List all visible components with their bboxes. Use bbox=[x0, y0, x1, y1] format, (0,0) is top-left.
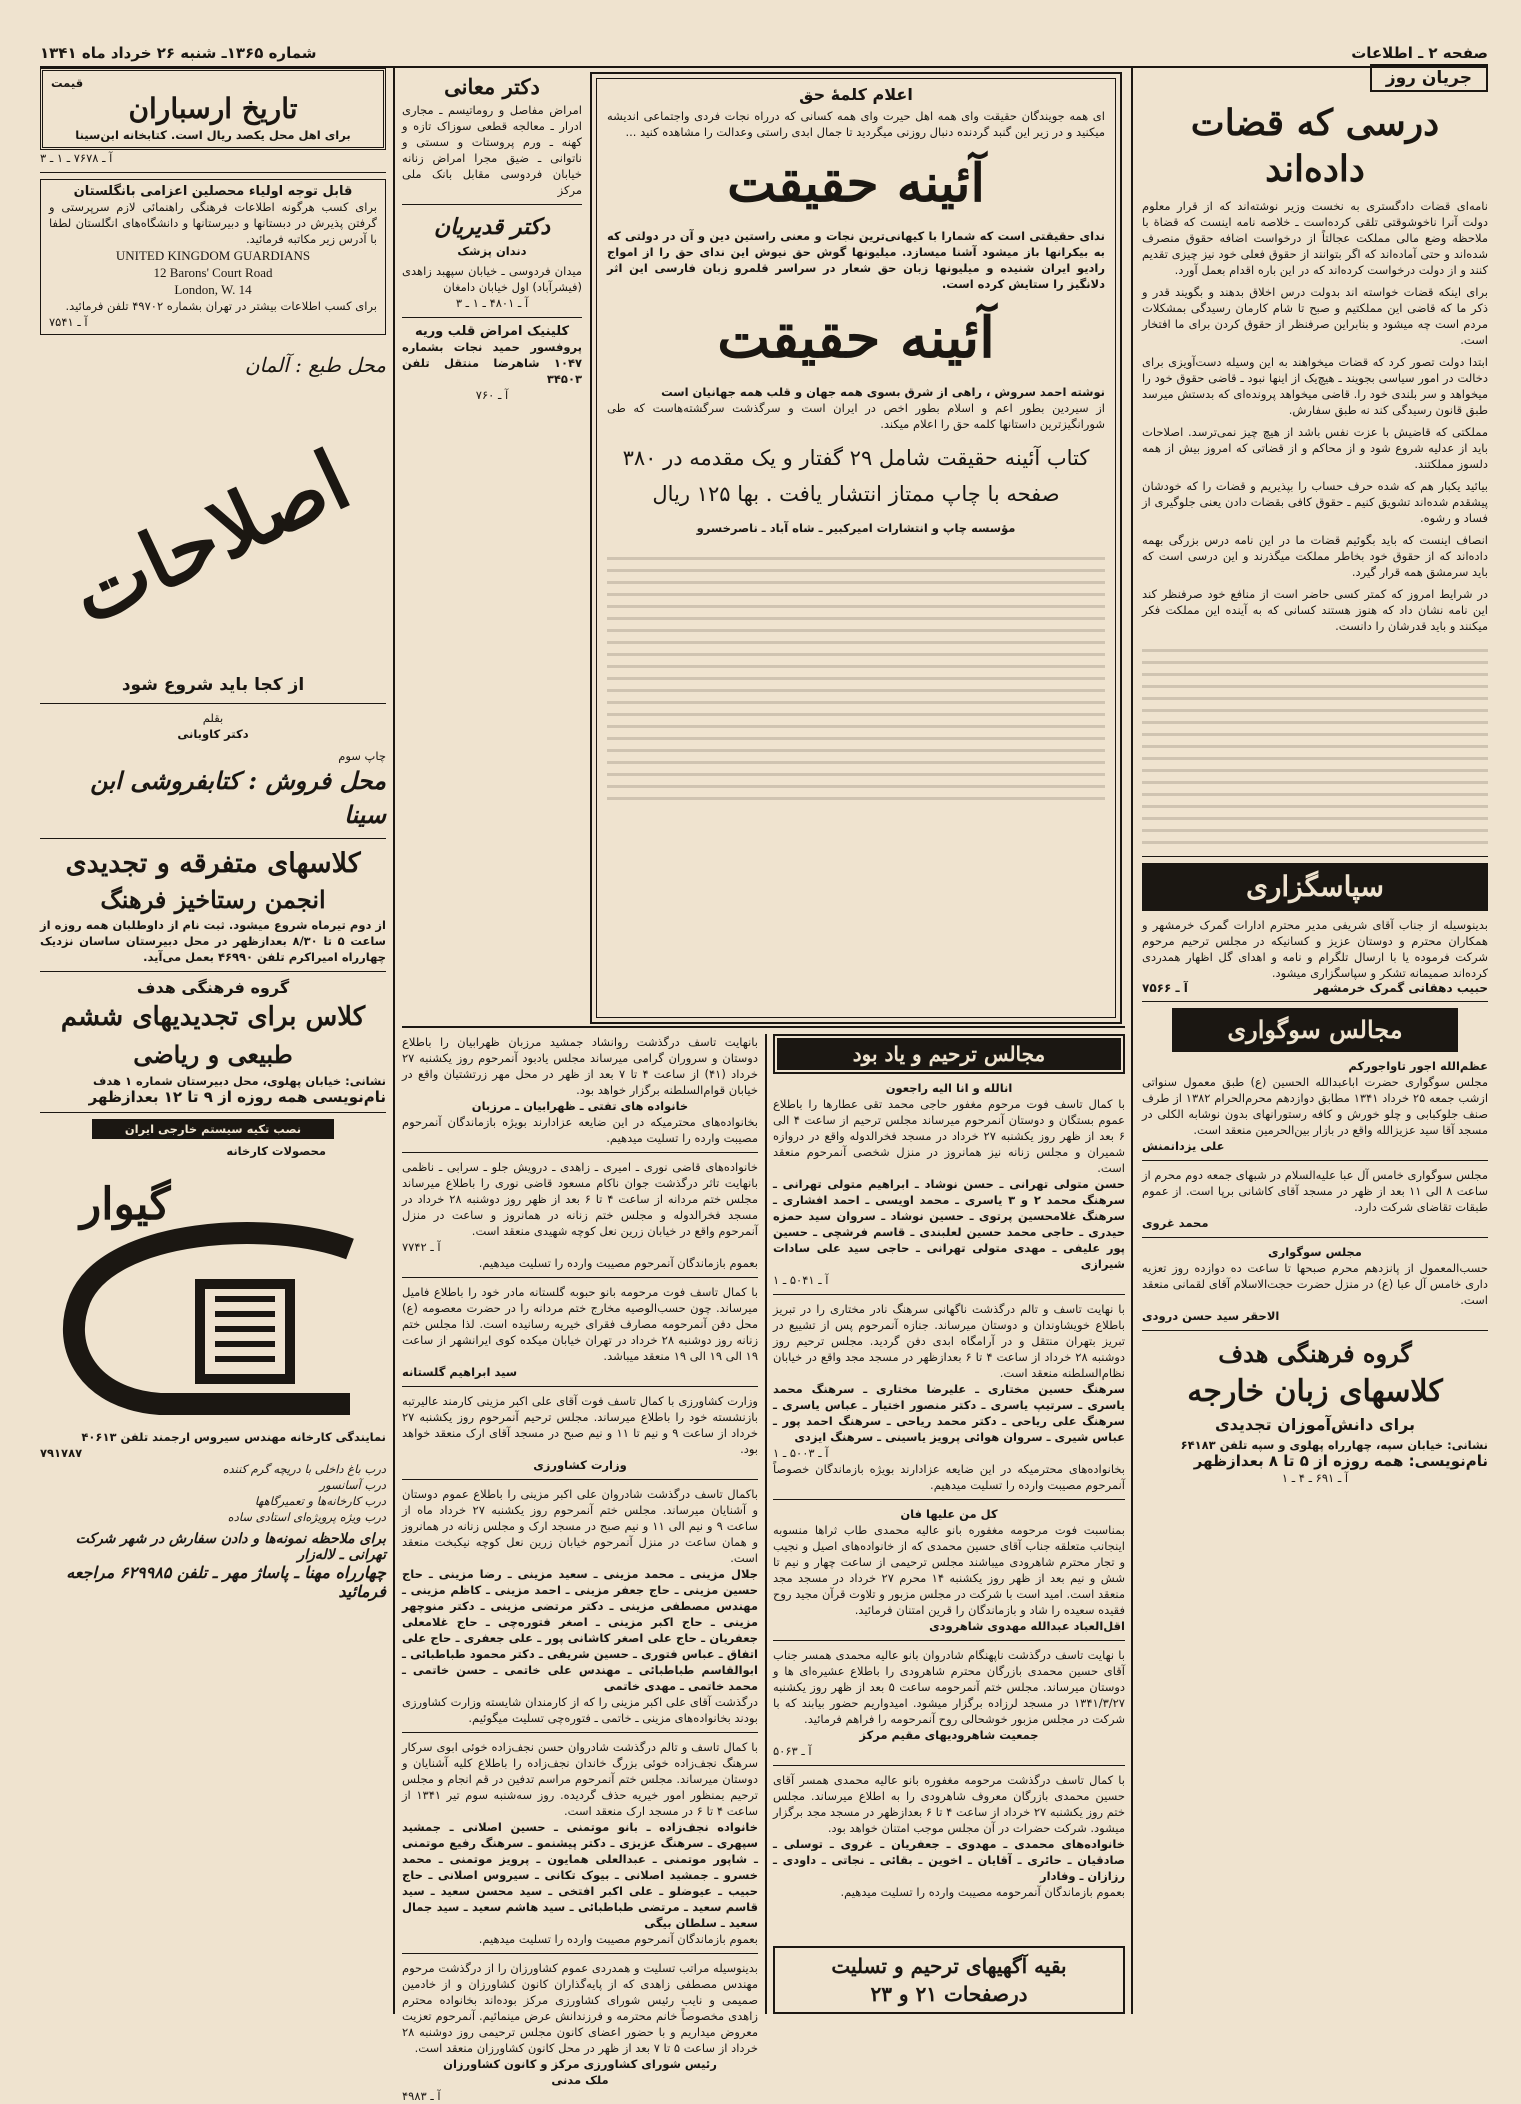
header-page-label: صفحه ۲ ـ اطلاعات bbox=[1351, 44, 1488, 62]
price-label: قیمت bbox=[51, 76, 84, 90]
editorial-paragraph: ابتدا دولت تصور کرد که قضات میخواهند به این وسیله دست‌آویزی برای دخالت در امور سیاسی بجویند ـ هیچ‌یک از اینها نبود ـ قاضی حقوق خود را میخواهد و سر بلندی خود را. قاضی میخواهد پرونده‌ای که بدستش میرسد طبق قانون رسیدگی کند نه طبق سفارش. bbox=[1142, 355, 1488, 417]
memorial-text: بمناسبت فوت مرحومه مغفوره بانو عالیه محمدی طاب ثراها منسوبه اینجانب متعلقه جناب آقای حسین محمدی که از خانواده‌های اصیل و نجیب و تجار محترم شاهرودی میباشند مجلس ترحیمی از ساعت چهار و نیم تا شش و نیم بعد از ظهر روز یکشنبه ۱۴ محرم ۲۷ خرداد در مسجد مجد منعقد است. امید است با شرکت در مجلس مزبور و تلاوت قرآن مجید روح فقیده سعیده را شاد و بازماندگان را قرین امتنان فرمائید. bbox=[773, 1523, 1125, 1617]
memorial-signature: جمعیت شاهرودیهای مقیم مرکز bbox=[859, 1728, 1039, 1742]
islahat-book-ad bbox=[40, 343, 386, 704]
clinic-details: پروفسور حمید نجات بشماره ۱۰۴۷ شاهرضا منتقل تلفن ۳۴۵۰۳ bbox=[402, 340, 582, 386]
doctor-details: امراض مفاصل و روماتیسم ـ مجاری ادرار ـ معالجه قطعی سوزاک تازه و کهنه ـ ورم پروستات و سستی و ناتوانی ـ ضیق مجرا امراض زنانه خیابان فردوسی مقابل بانک ملی مرکز bbox=[402, 103, 582, 197]
islahat-seller: محل فروش : کتابفروشی ابن سینا bbox=[90, 766, 386, 829]
book-title-secondary: آئینه حقیقت bbox=[717, 305, 995, 371]
header-issue-label: شماره ۱۳۶۵ـ شنبه ۲۶ خرداد ماه ۱۳۴۱ bbox=[40, 44, 317, 62]
mourning-signature: محمد غروی bbox=[1142, 1216, 1209, 1230]
more-ads-box bbox=[773, 1946, 1125, 2014]
gevar-brand: گیوار bbox=[80, 1179, 171, 1230]
islahat-by: بقلم bbox=[202, 711, 224, 725]
gevar-heater-icon bbox=[50, 1229, 370, 1419]
thanks-text: بدینوسیله از جناب آقای شریفی مدیر محترم ادارات گمرک خرمشهر و همکاران محترم و دوستان عزیز و کسانیکه در مجلس ترحیم مرحوم شرکت فرموده یا با ارسال تلگرام و نامه و اهدای گل اظهار همدردی کرده‌اند صمیمانه تشکر و سپاسگزاری میشود. bbox=[1142, 918, 1488, 980]
book-title-primary: آئینه حقیقت bbox=[727, 153, 985, 214]
memorials-title: مجالس ترحیم و یاد بود bbox=[777, 1038, 1121, 1070]
gevar-agent-phone: ۷۹۱۷۸۷ bbox=[40, 1446, 83, 1460]
thanks-title: سپاسگزاری bbox=[1142, 863, 1488, 911]
islahat-subtitle: از کجا باید شروع شود bbox=[121, 675, 305, 695]
doctor-details: میدان فردوسی ـ خیابان سپهبد زاهدی (فیشرآباد) اول خیابان دامغان bbox=[402, 264, 582, 294]
obituary-names: خانواده نجف‌زاده ـ بانو موتمنی ـ حسین اصلانی ـ جمشید سپهری ـ سرهنگ عزیزی ـ دکتر پیشنمو ـ سرهنگ رفیع موتمنی ـ شاپور موتمنی ـ عبدالعلی همایون ـ پرویز موتمنی ـ محمد خسرو ـ جمشید اصلانی ـ بیوک تکانی ـ سیروس اصلانی ـ حاج حبیب ـ عیوضلو ـ علی اکبر افتخی ـ سید محسن سعید ـ سید قاسم سعید ـ مرتضی طباطبائی ـ سید هاشم سعید ـ سید جمال سعید ـ سلطان بیگی bbox=[402, 1820, 758, 1930]
school-address: نشانی: خیابان سپه، چهارراه پهلوی و سپه تلفن ۶۴۱۸۳ bbox=[1180, 1438, 1488, 1452]
obituary-signature: وزارت کشاورزی bbox=[533, 1458, 627, 1472]
memorial-text: با نهایت تاسف درگذشت ناپهنگام شادروان بانو عالیه محمدی همسر جناب آقای حسین محمدی بازرگان محترم شاهرودی را باطلاع عشیره‌ای ها و دوستان میرساند. مجلس ختم آنمرحومه ساعت ۵ بعد از ظهر روز یکشنبه ۱۳۴۱/۳/۲۷ در مسجد لرزاده برگزار میشود. امیدواریم حضور بیابند که با شرکت در مجلس مزبور خوشحالی روح آنمرحومه را فراهم فرمائید. bbox=[773, 1648, 1126, 1726]
mourning-signature: علی یزدانمنش bbox=[1142, 1139, 1225, 1153]
uk-ad-address-2: London, W. 14 bbox=[174, 282, 252, 297]
obituary-condolence: بعموم بازماندگان آنمرحوم مصیبت وارده را تسلیت میدهیم. bbox=[478, 1256, 758, 1270]
doctor-code: آ ـ ۴۸۰۱ ـ ۱ ـ ۳ bbox=[455, 296, 529, 310]
book-ad-heading: اعلام کلمهٔ حق bbox=[799, 85, 913, 104]
mourning-heading: عظم‌الله اجور تاواجورکم bbox=[1348, 1059, 1488, 1073]
book-ad bbox=[590, 72, 1122, 1024]
memorial-text: با کمال تاسف درگذشت مرحومه مغفوره بانو عالیه محمدی همسر آقای حسین محمدی بازرگان معروف شاهرودی را به اطلاع میرساند. مجلس ختم روز یکشنبه ۲۷ خرداد از ساعت ۴ تا ۶ بعدازظهر در مسجد مجد برگزار میشود. شرکت حضرات در آن مجلس موجب امتنان خواهد بود. bbox=[773, 1773, 1125, 1835]
thanks-signature: حبیب دهقانی گمرک خرمشهر bbox=[1314, 981, 1488, 995]
obituary-condolence: درگذشت آقای علی اکبر مزینی را که از کارمندان شایسته وزارت کشاورزی بودند بخانواده‌های مزینی ـ خاتمی ـ فتوره‌چی تسلیت میگوئیم. bbox=[402, 1695, 758, 1725]
uk-ad-address-1: 12 Barons' Court Road bbox=[153, 265, 273, 280]
doctor-name: دکتر قدیریان bbox=[433, 214, 550, 240]
obituary-text: بانهایت تاسف درگذشت روانشاد جمشید مرزبان ظهرابیان را باطلاع دوستان و سروران گرامی میرساند مجلس یادبود آنمرحوم روز یکشنبه ۲۷ خرداد (۴۱) از ساعت ۴ تا ۷ بعد از ظهر در محل مهر زرتشتیان واقع در خیابان قوام‌السلطنه برگزار خواهد بود. bbox=[402, 1035, 758, 1097]
obituary-condolence: بعموم بازماندگان آنمرحوم مصیبت وارده را تسلیت میدهیم. bbox=[478, 1932, 758, 1946]
obituary-text: با کمال تاسف و تالم درگذشت شادروان حسن نجف‌زاده خوئی ابوی سرکار سرهنگ نجف‌زاده خوئی بزرگ خاندان نجف‌زاده را باطلاع کلیه آشنایان و دوستان میرساند. مجلس ختم آنمرحوم مراسم تدفین در قم انجام و مجلس ترحیم بمنظور امور خیریه حذف گردیده. روز سه‌شنبه سوم تیر ۱۳۴۱ از ساعت ۴ تا ۶ در مسجد ارک منعقد است. bbox=[402, 1740, 758, 1818]
editorial-paragraph: مملکتی که قاضیش با عزت نفس باشد از هیچ چیز نمی‌ترسد. اصلاحات باید از عدلیه شروع شود و از محاکم و از قضاتی که امروز بیش از همه دلسوز مملکتند. bbox=[1142, 425, 1488, 471]
school-group-title: گروه فرهنگی هدف bbox=[1218, 1339, 1412, 1368]
section-tag: جریان روز bbox=[1370, 64, 1488, 92]
obituary-text: وزارت کشاورزی با کمال تاسف فوت آقای علی اکبر مزینی کارمند عالیرتبه بازنشسته خود را باطلاع میرساند. مجلس ترحیم آنمرحوم روز یکشنبه ۲۷ خرداد از ساعت ۹ و نیم تا ۱۱ و نیم صبح در مسجد آقای ارک منعقد خواهد بود. bbox=[402, 1394, 758, 1456]
gevar-line: درب ویژه پرویژه‌ای استادی ساده bbox=[227, 1510, 386, 1524]
class-sixth-title: کلاس برای تجدیدیهای ششم bbox=[60, 1002, 366, 1032]
book-price: کتاب آئینه حقیقت شامل ۲۹ گفتار و یک مقدمه در ۳۸۰ صفحه با چاپ ممتاز انتشار یافت . بها ۱۲۵ ریال bbox=[622, 446, 1090, 506]
society-name: انجمن رستاخیز فرهنگ bbox=[100, 885, 326, 914]
gevar-line: برای ملاحظه نمونه‌ها و دادن سفارش در شهر شرکت تهرانی ـ لاله‌زار bbox=[75, 1531, 386, 1563]
uk-ad-text: برای کسب هرگونه اطلاعات فرهنگی راهنمائی لازم سرپرستی و گرفتن پذیرش در دبستانها و دبیرستانها و دانشگاه‌های انگلستان لطفا با آدرس زیر مکاتبه فرمائید. bbox=[49, 200, 377, 246]
obituary-condolence: بخانواده‌های محترمیکه در این ضایعه عزادارند بویژه بازماندگان آنمرحوم مصیبت وارده را تسلیت میدهیم. bbox=[402, 1115, 758, 1145]
memorial-condolence: بخانواده‌های محترمیکه در این ضایعه عزادارند بویژه بازماندگان خصوصاً آنمرحوم مصیبت وارده را تسلیت میدهیم. bbox=[773, 1462, 1125, 1492]
misc-classes-text: از دوم تیرماه شروع میشود. ثبت نام از داوطلبان همه روزه از ساعت ۵ تا ۸/۳۰ بعدازظهر در محل دبیرستان ساسان نزدیک چهارراه امیراکرم تلفن ۴۶۹۹۰ بعمل می‌آید. bbox=[40, 918, 386, 964]
obituary-text: خانواده‌های قاضی نوری ـ امیری ـ زاهدی ـ درویش جلو ـ سرابی ـ ناظمی بانهایت تاثر درگذشت جوان ناکام مسعود قاضی نوری را باطلاع میرساند مجلس ختم مردانه از ساعت ۴ تا ۶ بعد از ظهر روز دوشنبه ۲۸ خرداد در مسجد فخرالدوله و مجلس ختم زنانه در همانروز و ساعت در منزل آنمرحوم واقع در خیابان زرین نعل کوچه شهیدی منعقد است. bbox=[402, 1160, 759, 1238]
memorial-names: حسن متولی تهرانی ـ حسن نوشاد ـ ابراهیم متولی تهرانی ـ سرهنگ محمد ۲ و ۳ یاسری ـ محمد اویسی ـ احمد افشاری ـ سرهنگ غلامحسین پرتوی ـ حسین نوشاد ـ سروان سید حمزه حیدری ـ حاجی محمد حسین لعلبندی ـ قاسم فرشچی ـ حسین پور علیفی ـ مهدی متولی تهرانی ـ حاجی سید علی سادات شیرازی bbox=[773, 1177, 1125, 1271]
obituary-text: بدینوسیله مراتب تسلیت و همدردی عموم کشاورزان را از درگذشت مرحوم مهندس مصطفی زاهدی که از پایه‌گذاران کانون کشاورزان و از خادمین صمیمی و نایب رئیس شورای کشاورزی مرکز بوده‌اند بخانواده محترم زاهدی مخصوصاً خانم محترمه و فرزندانش عرض مینمائیم. آنمرحوم تعزیت معروض میداریم و با حضور اعضای کانون مجلس ترحیمی روز دوشنبه ۲۸ خرداد از ساعت ۵ تا ۷ بعد از ظهر در محل کانون کشاورزان منعقد است. bbox=[402, 1961, 758, 2055]
memorial-code: آ ـ ۵۰۴۱ ـ ۱ bbox=[773, 1273, 829, 1287]
gevar-agent: نمایندگی کارخانه مهندس سیروس ارجمند تلفن ۴۰۶۱۳ bbox=[81, 1430, 386, 1444]
obituaries-column bbox=[402, 1034, 759, 2103]
school-code: آ ـ ۶۹۱ ـ ۴ ـ ۱ bbox=[1281, 1471, 1349, 1485]
gevar-line: چهارراه مهنا ـ پاساژ مهر ـ تلفن ۶۲۹۹۸۵ مراجعه فرمائید bbox=[66, 1563, 386, 1601]
memorial-condolence: بعموم بازماندگان آنمرحومه مصیبت وارده را تسلیت میدهیم. bbox=[840, 1885, 1125, 1899]
islahat-author: دکتر کاوبانی bbox=[177, 727, 249, 741]
islahat-edition: چاپ سوم bbox=[338, 749, 386, 763]
column-rule bbox=[393, 68, 395, 2014]
clinic-code: آ ـ ۷۶۰ bbox=[475, 388, 509, 402]
memorial-names: سرهنگ حسین مختاری ـ علیرضا مختاری ـ سرهنگ محمد یاسری ـ سرتیپ یاسری ـ دکتر منصور اختیار ـ عباس یاسری ـ سرهنگ علی ریاحی ـ دکتر محمد ریاحی ـ سرهنگ احمد پور ـ عباس شیری ـ سروان هوائی پرویز یاسینی ـ سرهنگ ایزدی bbox=[773, 1382, 1125, 1444]
editorial-paragraph: انصاف اینست که باید بگوئیم قضات ما در این نامه درس بزرگی بهمه داده‌اند که از حقوق خود بخاطر مملکت میگذرند و این درسی است که باید سرمشق همه قرار گیرد. bbox=[1142, 533, 1488, 579]
group-name: گروه فرهنگی هدف bbox=[136, 978, 290, 997]
memorial-text: با کمال تاسف فوت مرحوم مغفور حاجی محمد تقی عطارها را باطلاع عموم بستگان و دوستان آنمرحوم میرساند مجلس ترحیم از ساعت ۴ الی ۶ بعد از ظهر روز یکشنبه ۲۷ خرداد در مسجد فخرالدوله واقع در دروازه شمیران و مجلس زنانه نیز همانروز در منزل شخصی آنمرحوم منعقد است. bbox=[773, 1097, 1125, 1175]
memorial-code: آ ـ ۵۰۰۳ ـ ۱ bbox=[773, 1446, 829, 1460]
book-ad-body-2: از سیردین بطور اعم و اسلام بطور اخص در ایران است و سرگذشت سرگشته‌هاست که طی شورانگیزترین داستانها کلمه حق را اعلام میکند. bbox=[607, 401, 1105, 431]
uk-guardians-ad bbox=[40, 179, 386, 335]
print-place: محل طبع : آلمان bbox=[244, 353, 386, 377]
uk-ad-company: UNITED KINGDOM GUARDIANS bbox=[115, 248, 311, 263]
islahat-title: اصلاحات bbox=[56, 432, 364, 644]
obituary-text: باکمال تاسف درگذشت شادروان علی اکبر مزینی را باطلاع عموم دوستان و آشنایان میرساند. مجلس ختم آنمرحوم روز یکشنبه ۲۷ خرداد ماه از ساعت ۹ و نیم الی ۱۱ و نیم صبح در مسجد ارک و مجلس زنانه در همانروز و همان ساعت در منزل آنمرحوم خیابان زرین نعل کوچه نیکبخت منعقد است. bbox=[402, 1487, 759, 1565]
doctors-column bbox=[402, 72, 582, 1002]
gevar-line: درب کارخانه‌ها و تعمیرگاهها bbox=[254, 1494, 386, 1508]
uk-ad-heading: قابل توجه اولیاء محصلین اعزامی بانگلستان bbox=[73, 184, 353, 199]
doctor-name: دکتر معانی bbox=[444, 74, 540, 99]
book-history-ad bbox=[40, 68, 386, 150]
class-sixth-address: نشانی: خیابان پهلوی، محل دبیرستان شماره ۱ هدف bbox=[92, 1074, 386, 1088]
gevar-heater-ad bbox=[40, 1119, 386, 1679]
book-publisher: مؤسسه چاپ و انتشارات امیرکبیر ـ شاه آباد ـ ناصرخسرو bbox=[696, 521, 1016, 535]
mourning-text: مجلس سوگواری حضرت اباعبدالله الحسین (ع) طبق معمول سنواتی ازشب جمعه ۲۵ خرداد ۱۳۴۱ مطابق دوازدهم محرم‌الحرام ۱۳۸۲ از طرف صنف جلوکبابی و چلو خورش و کافه رستورانهای بدون نوشابه الکلی در مسجد آقا سید عزیزالله واقع در بازار بین‌الحرمین منعقد است. bbox=[1142, 1075, 1489, 1137]
obituary-signature-name: ملک مدنی bbox=[551, 2073, 609, 2087]
gevar-products: محصولات کارخانه bbox=[226, 1144, 326, 1158]
book-ad-intro: ای همه جویندگان حقیقت وای همه اهل حیرت وای همه کسانی که درراه نجات فردی واجتماعی اندیشه میکنید و در زیر این گنبد گردنده دنبال روزنی میگردید تا جمال ابدی راستی وعدالت را مشاهده کنید ... bbox=[607, 109, 1105, 139]
column-rule bbox=[765, 1034, 767, 2014]
clinic-name: کلینیک امراض قلب وریه bbox=[414, 324, 570, 339]
gevar-tag: نصب تکیه سیستم خارجی ایران bbox=[92, 1119, 334, 1139]
editorial-paragraph: نامه‌ای قضات دادگستری به نخست وزیر نوشته‌اند که از قرار معلوم دولت آنرا ناخوشوقتی تلقی کرده‌است ـ خلاصه نامه اینست که قضاة با ملاحظه وضع مالی مملکت عجالتاً از درخواست اضافه حقوق منصرف شده‌اند و حتی آماده‌اند که اگر بتوانند از حقوق فعلی خود نیز چیزی تقدیم کنند و از دولت درخواست کرده‌اند که در این باره اقدام بعمل آورد. bbox=[1142, 199, 1488, 277]
memorial-heading: کل من علیها فان bbox=[900, 1507, 998, 1521]
uk-ad-phone: برای کسب اطلاعات بیشتر در تهران بشماره ۴۹۷۰۲ تلفن فرمائید. bbox=[65, 299, 377, 313]
gevar-line: درب باغ داخلی با دریچه گرم کننده bbox=[222, 1462, 386, 1476]
gevar-line: درب آسانسور bbox=[319, 1478, 386, 1492]
editorial-headline: درسی که قضات داده‌اند bbox=[1190, 102, 1440, 190]
class-sixth-subtitle: طبیعی و ریاضی bbox=[133, 1040, 293, 1069]
more-ads-pages: درصفحات ۲۱ و ۲۳ bbox=[870, 1982, 1028, 2006]
class-sixth-time: نام‌نویسی همه روزه از ۹ تا ۱۲ بعدازظهر bbox=[88, 1088, 386, 1106]
memorial-signature: اقل‌العباد عبدالله مهدوی شاهرودی bbox=[929, 1619, 1125, 1633]
obituary-signature: خانواده های تفتی ـ ظهرابیان ـ مرزبان bbox=[471, 1099, 689, 1113]
school-subtitle: برای دانش‌آموزان تجدیدی bbox=[1214, 1415, 1416, 1434]
column-rule bbox=[1131, 68, 1133, 2014]
obituary-signature: سید ابراهیم گلستانه bbox=[402, 1365, 518, 1379]
book-ad-body: ندای حقیقتی است که شمارا با کیهانی‌ترین نجات و معنی راستین دین و آن در دولتی که به بیکرانها باز میشود آشنا میسازد. میلیونها گوش حق نیوش این ندای حق را از امواج رادیو ایران شنیده و میلیونها زبان حق شعار در سراسر قلمرو زبان فارسی این اثر دلانگیز را ستایش کرده است. bbox=[607, 229, 1105, 291]
history-book-title: تاریخ ارسباران bbox=[128, 92, 298, 125]
school-classes-title: کلاسهای زبان خارجه bbox=[1187, 1374, 1443, 1409]
doctor-specialty: دندان پزشک bbox=[457, 244, 527, 258]
mourning-text: حسب‌المعمول از پانزدهم محرم صبحها تا ساعت ده دوازده روز تعزیه داری خامس آل عبا (ع) در منزل حضرت حجت‌الاسلام آقای لقمانی منعقد است. bbox=[1142, 1261, 1488, 1307]
memorials-column bbox=[773, 1034, 1125, 2014]
editorial-paragraph: در شرایط امروز که کمتر کسی حاضر است از منافع خود صرفنظر کند این نامه نشان داد که هنوز هستند کسانی که به آینده این مملکت فکر میکنند و باید قدرشان را دانست. bbox=[1142, 587, 1488, 633]
obituary-code: آ ـ ۷۷۴۲ bbox=[402, 1240, 441, 1254]
misc-classes-title: کلاسهای متفرقه و تجدیدی bbox=[65, 848, 361, 879]
more-ads-title: بقیه آگهیهای ترحیم و تسلیت bbox=[831, 1954, 1067, 1978]
memorial-heading: انالله و انا الیه راجعون bbox=[885, 1081, 1013, 1095]
uk-ad-code: آ ـ ۷۵۴۱ bbox=[49, 315, 88, 329]
obituary-text: با کمال تاسف فوت مرحومه بانو حبوبه گلستانه مادر خود را باطلاع فامیل میرساند. چون حسب‌الوصیه مخارج ختم مردانه را در حضرت معصومه (ع) محل دفن آنمرحومه مصارف فقرای خیریه رسانیده است. لذا مجلس ختم زنانه روز دوشنبه ۲۸ خرداد در تهران خیابان میکده کوی ایرانشهر از ساعت ۱۹ الی ۱۹ الی ۱۹ منعقد میباشد. bbox=[402, 1285, 758, 1363]
thanks-code: آ ـ ۷۵۶۶ bbox=[1142, 981, 1188, 995]
history-book-info: برای اهل محل یکصد ریال است. کتابخانه ابن‌سینا bbox=[75, 128, 351, 142]
memorial-names: خانواده‌های محمدی ـ مهدوی ـ جعفریان ـ غروی ـ توسلی ـ صادقیان ـ حائری ـ آقایان ـ اخوین ـ بقائی ـ نجاتی ـ داودی ـ رزازان ـ وفادار bbox=[773, 1837, 1125, 1883]
editorial-paragraph: بیائید یکبار هم که شده حرف حساب را بپذیریم و قضات را که خودشان پیشقدم شده‌اند تشویق کنیم ـ حقوق کافی بقضات دادن یعنی جلوگیری از فساد و رشوه. bbox=[1142, 479, 1488, 525]
mourning-heading: مجلس سوگواری bbox=[1268, 1245, 1362, 1259]
section-rule bbox=[402, 1026, 1125, 1028]
ads-column bbox=[40, 68, 386, 2018]
history-book-code: آ ـ ۷۶۷۸ ـ ۱ ـ ۳ bbox=[40, 151, 113, 165]
mourning-signature: الاحقر سید حسن درودی bbox=[1142, 1309, 1280, 1323]
editorial-paragraph: برای اینکه قضات خواسته اند بدولت درس اخلاق بدهند و بگویند قدر و ذکر ما که قاضی این مملکتیم و صبح تا شام کارمان رسیدگی بمشکلات مردم است چه میشود و بنابراین صرفنظر از حقوق کردن برای ما افتخار است. bbox=[1142, 285, 1488, 347]
mourning-title: مجالس سوگواری bbox=[1172, 1008, 1458, 1052]
school-time: نام‌نویسی: همه روزه از ۵ تا ۸ بعدازظهر bbox=[1193, 1452, 1488, 1470]
obituary-names: جلال مزینی ـ محمد مزینی ـ سعید مزینی ـ رضا مزینی ـ حاج حسین مزینی ـ حاج جعفر مزینی ـ احمد مزینی ـ کاظم مزینی ـ مهندس مصطفی مزینی ـ دکتر مرتضی مزینی ـ دکتر منوچهر مزینی ـ حاج اکبر مزینی ـ اصغر فتوره‌چی ـ حاج غلامعلی جعفریان ـ حاج علی اصغر کاشانی پور ـ علی جعفری ـ حاج علی اتفاق ـ عباس فتوری ـ حسین شریفی ـ دکتر محمود طباطبائی ـ ابوالقاسم طباطبائی ـ مهندس علی خاتمی ـ حسن خاتمی ـ محمد خاتمی ـ مهدی خاتمی bbox=[402, 1567, 758, 1693]
memorial-text: با نهایت تاسف و تالم درگذشت ناگهانی سرهنگ نادر مختاری را در تبریز باطلاع خویشاوندان و دوستان میرساند. جنازه آنمرحوم پس از تشییع در تبریز بتهران منتقل و در آرامگاه ابدی دفن گردید. مجلس ترحیم روز دوشنبه ۲۸ خرداد از ساعت ۴ تا ۶ بعدازظهر در مسجد مجد واقع در خیابان نظام‌السلطنه منعقد است. bbox=[773, 1302, 1125, 1380]
obituary-signature: رئیس شورای کشاورزی مرکز و کانون کشاورزان bbox=[443, 2057, 717, 2071]
obituary-code: آ ـ ۴۹۸۳ bbox=[402, 2089, 441, 2103]
editorial-column bbox=[1142, 62, 1488, 2022]
mourning-text: مجلس سوگواری خامس آل عبا علیه‌السلام در شبهای جمعه دوم محرم از ساعت ۸ الی ۱۱ بعد از ظهر در مسجد آقای کاشانی برپا است. از عموم طبقات تقاضای شرکت دارد. bbox=[1142, 1168, 1488, 1214]
book-author: نوشته احمد سروش ، راهی از شرق بسوی همه جهان و قلب همه جهانیان است bbox=[661, 385, 1105, 399]
memorial-code: آ ـ ۵۰۶۳ bbox=[773, 1744, 812, 1758]
